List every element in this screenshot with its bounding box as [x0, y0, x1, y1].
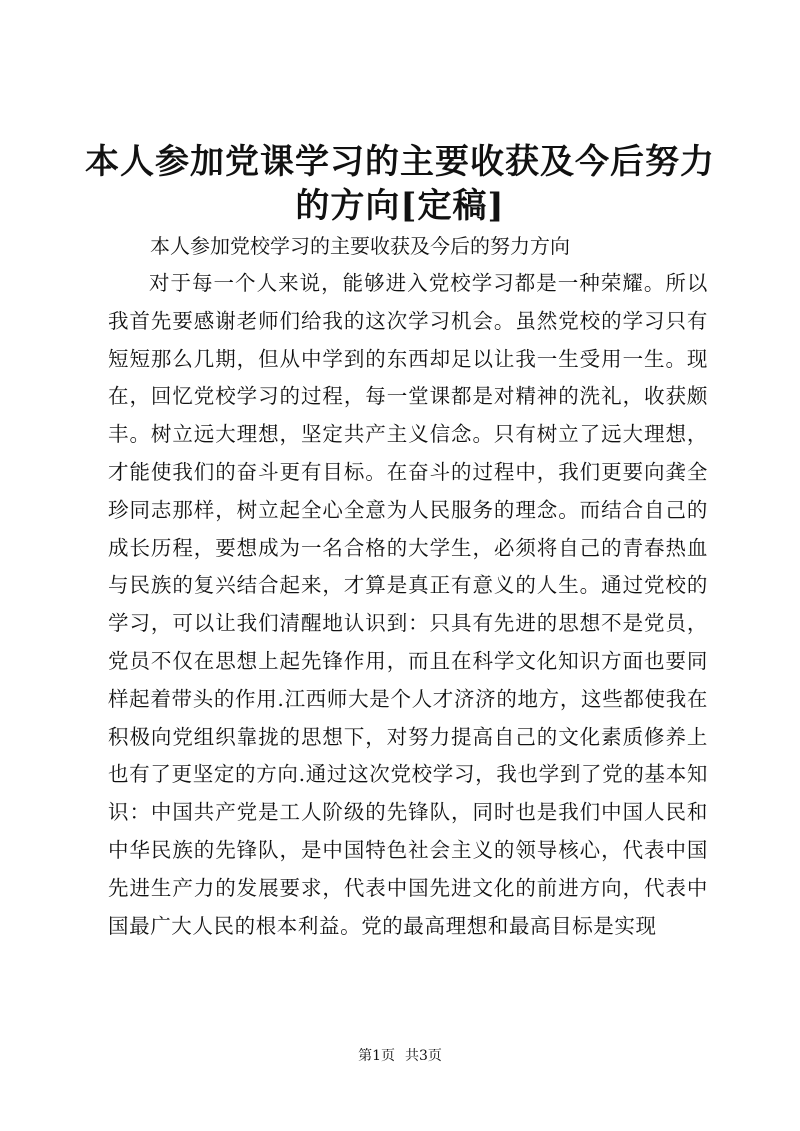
page-footer	[0, 1046, 800, 1066]
page-total: 共3页	[405, 1048, 442, 1064]
document-subtitle: 本人参加党校学习的主要收获及今后的努力方向	[150, 234, 570, 258]
body-paragraph: 对于每一个人来说，能够进入党校学习都是一种荣耀。所以我首先要感谢老师们给我的这次学习机会。虽然党校的学习只有短短那么几期，但从中学到的东西却足以让我一生受用一生。现在，回忆党校学习的过程，每一堂课都是对精神的洗礼，收获颇丰。树立远大理想，坚定共产主义信念。只有树立了远大理想，才能使我们的奋斗更有目标。在奋斗的过程中，我们更要向龚全珍同志那样，树立起全心全意为人民服务的理念。而结合自己的成长历程，要想成为一名合格的大学生，必须将自己的青春热血与民族的复兴结合起来，才算是真正有意义的人生。通过党校的学习，可以让我们清醒地认识到：只具有先进的思想不是党员，党员不仅在思想上起先锋作用，而且在科学文化知识方面也要同样起着带头的作用.江西师大是个人才济济的地方，这些都使我在积极向党组织靠拢的思想下，对努力提高自己的文化素质修养上也有了更坚定的方向.通过这次党校学习，我也学到了党的基本知识：中国共产党是工人阶级的先锋队，同时也是我们中国人民和中华民族的先锋队，是中国特色社会主义的领导核心，代表中国先进生产力的发展要求，代表中国先进文化的前进方向，代表中国最广大人民的根本利益。党的最高理想和最高目标是实现	[108, 271, 708, 938]
page-number: 第1页	[358, 1048, 395, 1064]
document-title: 本人参加党课学习的主要收获及今后努力的方向[定稿]	[85, 142, 715, 226]
